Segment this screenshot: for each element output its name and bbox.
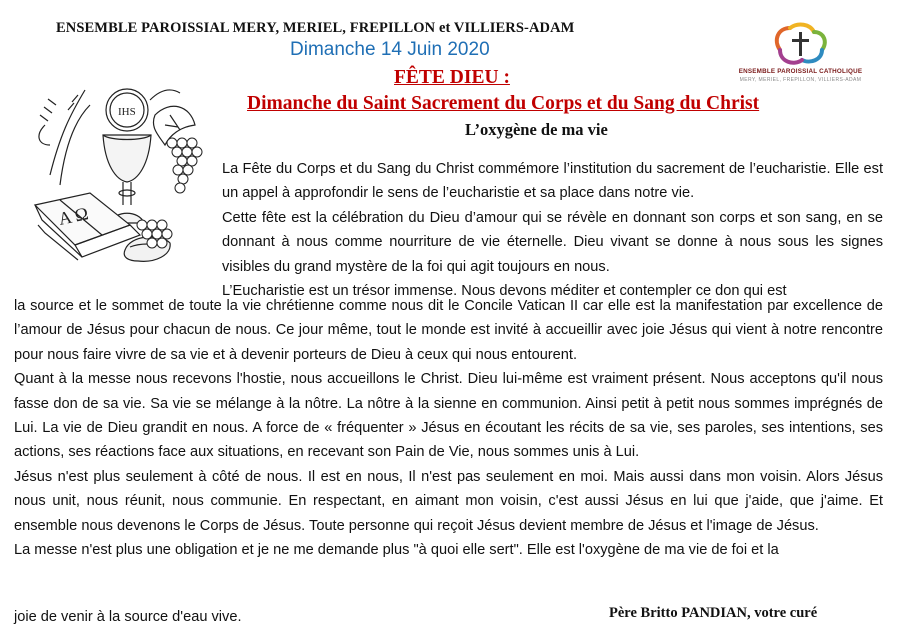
signature: Père Britto PANDIAN, votre curé: [609, 605, 818, 621]
host-letters: IHS: [118, 106, 136, 118]
main-text: [14, 294, 883, 562]
chalice-book-grapes-icon: [30, 75, 215, 285]
feast-subtitle: Dimanche du Saint Sacrement du Corps et du Sang du Christ: [247, 93, 760, 114]
logo-towns: MERY, MERIEL, FREPILLON, VILLIERS-ADAM: [739, 77, 862, 83]
paragraph: Jésus n'est plus seulement à côté de nous. Il est en nous, Il n'est pas seulement en moi. Mais aussi dans mon voisin. Alors Jésus nous unit, nous réunit, nous communie. En respectant, en aimant mon voisin, c'est aussi Jésus en lui que j'aide, que j'aime. Et ensemble nous devenons le Corps de Jésus. Toute personne qui reçoit Jésus devient membre de Jésus et l'image de Jésus.: [14, 468, 883, 534]
parish-name: ENSEMBLE PAROISSIAL MERY, MERIEL, FREPILLON et VILLIERS-ADAM: [56, 20, 575, 36]
feast-title: FÊTE DIEU :: [394, 67, 510, 88]
logo-caption: ENSEMBLE PAROISSIAL CATHOLIQUE: [738, 68, 863, 75]
paragraph: la source et le sommet de toute la vie chrétienne comme nous dit le Concile Vatican II car elle est la manifestation par excellence de l’amour de Jésus pour chacun de nous. Ce jour même, tout le monde est invité à accueillir avec joie Jésus qui vient à notre rencontre pour nous faire vivre de sa vie et à devenir porteurs de Dieu à ceux qui nous entourent.: [14, 298, 883, 363]
book-letters: A Ω: [56, 203, 91, 229]
date: Dimanche 14 Juin 2020: [290, 39, 490, 60]
paragraph: Quant à la messe nous recevons l'hostie, nous accueillons le Christ. Dieu lui-même est vraiment présent. Nous acceptons qu'il nous fasse don de sa vie. Sa vie se mélange à la nôtre. La nôtre à la sienne en communion. Ainsi petit à petit nous sommes imprégnés de Lui. La vie de Dieu grandit en nous. A force de « fréquenter » Jésus en écoutant les récits de sa vie, ses paroles, ses intentions, ses actions, ses réactions face aux situations, en recevant son Pain de Vie, nous sommes unis à Lui.: [14, 371, 883, 461]
paragraph: La Fête du Corps et du Sang du Christ commémore l’institution du sacrement de l’eucharistie. Elle est un appel à approfondir le sens de l’eucharistie et sa place dans notre vie.: [222, 161, 883, 202]
paragraph: L’Eucharistie est un trésor immense. Nous devons méditer et contempler ce don qui est: [222, 283, 787, 300]
paragraph: Cette fête est la célébration du Dieu d’amour qui se révèle en donnant son corps et son sang, en se donnant à nous comme nourriture de vie éternelle. Dieu vivant se donne à nous sous les signes visibles du grand mystère de la foi qui agit toujours en nous.: [222, 209, 883, 275]
eucharist-illustration: [30, 75, 215, 285]
cross-logo-icon: [718, 20, 883, 68]
parish-logo: [718, 20, 883, 100]
intro-text: [222, 157, 883, 303]
paragraph: La messe n'est plus une obligation et je ne me demande plus "à quoi elle sert". Elle est l'oxygène de ma vie de foi et la: [14, 542, 779, 559]
tagline: L’oxygène de ma vie: [465, 120, 608, 139]
paragraph-last-line: joie de venir à la source d'eau vive.: [14, 609, 242, 625]
